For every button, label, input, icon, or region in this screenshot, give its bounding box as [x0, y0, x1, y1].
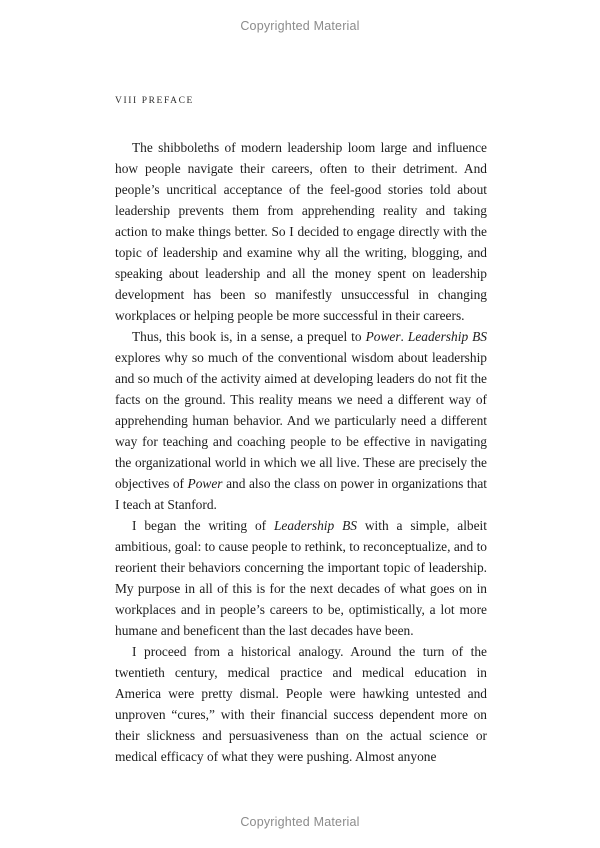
- paragraph: [115, 515, 487, 641]
- body-text: [115, 137, 487, 767]
- italic-text-run: Power: [187, 476, 223, 491]
- text-run: explores why so much of the conventional wisdom about leadership and so much of the activity aimed at developing leaders do not fit the facts on the ground. This reality means we need a different way of apprehending human behavior. And we particularly need a different way for teaching and coaching people to be effective in navigating the organizational world in which we all live. These are precisely the objectives of: [115, 350, 487, 491]
- text-run: I began the writing of: [132, 518, 274, 533]
- italic-text-run: Power: [365, 329, 401, 344]
- text-run: I proceed from a historical analogy. Around the turn of the twentieth century, medical practice and medical education in America were pretty dismal. People were hawking untested and unproven “cures,” with their financial success dependent more on their slickness and persuasiveness than on the actual science or medical efficacy of what they were pushing. Almost anyone: [115, 644, 487, 764]
- text-run: The shibboleths of modern leadership loom large and influence how people navigate their careers, often to their detriment. And people’s uncritical acceptance of the feel-good stories told about leadership prevents them from apprehending reality and taking action to make things better. So I decided to engage directly with the topic of leadership and examine why all the writing, blogging, and speaking about leadership and all the money spent on leadership development has been so manifestly unsuccessful in changing workplaces or helping people be more successful in their careers.: [115, 140, 487, 323]
- italic-text-run: Leadership BS: [407, 329, 487, 344]
- paragraph: [115, 326, 487, 515]
- text-run: and also the class on power in organizations that I teach at Stanford.: [115, 476, 487, 512]
- text-run: .: [400, 329, 408, 344]
- running-header: VIII PREFACE: [115, 96, 194, 106]
- italic-text-run: Leadership BS: [273, 518, 357, 533]
- copyright-notice-bottom: Copyrighted Material: [240, 815, 360, 829]
- text-run: Thus, this book is, in a sense, a prequel to: [132, 329, 366, 344]
- paragraph: [115, 137, 487, 326]
- text-run: with a simple, albeit ambitious, goal: to cause people to rethink, to reconceptualize, and to reorient their behaviors concerning the important topic of leadership. My purpose in all of this is for the next decades of what goes on in workplaces and in people’s careers to be, optimistically, a lot more humane and beneficent than the last decades have been.: [115, 518, 488, 638]
- copyright-notice-top: Copyrighted Material: [240, 19, 360, 33]
- paragraph: [115, 641, 487, 767]
